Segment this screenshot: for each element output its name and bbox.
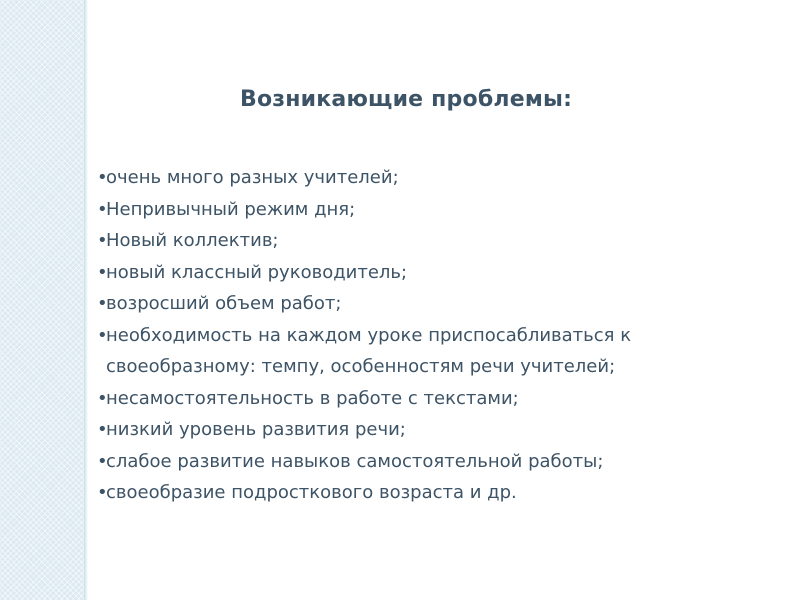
list-item bbox=[97, 257, 631, 289]
bullet-icon: • bbox=[97, 450, 108, 472]
list-item bbox=[97, 477, 631, 509]
list-item bbox=[97, 162, 631, 194]
list-item-text bbox=[106, 477, 517, 509]
list-item-line: возросший объем работ; bbox=[106, 293, 342, 314]
bullet-icon: • bbox=[97, 324, 108, 346]
list-item-line: несамостоятельность в работе с текстами; bbox=[106, 387, 519, 409]
bullet-icon: • bbox=[97, 293, 108, 314]
list-item bbox=[97, 446, 631, 478]
list-item-line: очень много разных учителей; bbox=[106, 167, 399, 188]
list-item bbox=[97, 288, 631, 320]
list-item-text bbox=[106, 225, 279, 257]
list-item-text bbox=[106, 320, 631, 383]
problem-list bbox=[97, 162, 631, 509]
list-item bbox=[97, 225, 631, 257]
bullet-icon: • bbox=[97, 261, 108, 283]
list-item-line: новый классный руководитель; bbox=[106, 261, 408, 283]
slide-title: Возникающие проблемы: bbox=[240, 87, 573, 112]
bullet-icon: • bbox=[97, 419, 108, 440]
list-item bbox=[97, 383, 631, 415]
bullet-icon: • bbox=[97, 482, 108, 503]
list-item bbox=[97, 194, 631, 226]
side-strip-edge bbox=[84, 0, 88, 600]
list-item-text bbox=[106, 446, 603, 478]
bullet-icon: • bbox=[97, 198, 108, 220]
list-item-line: слабое развитие навыков самостоятельной работы; bbox=[106, 450, 604, 472]
list-item-line: своеобразному: темпу, особенностям речи учителей; bbox=[106, 356, 616, 377]
list-item-text bbox=[106, 162, 399, 194]
decorative-side-strip bbox=[0, 0, 84, 600]
list-item-line: низкий уровень развития речи; bbox=[106, 419, 406, 440]
list-item-text bbox=[106, 257, 407, 289]
list-item-text bbox=[106, 414, 406, 446]
list-item-line: Новый коллектив; bbox=[106, 230, 279, 251]
bullet-icon: • bbox=[97, 387, 108, 409]
list-item bbox=[97, 320, 631, 383]
list-item-line: Непривычный режим дня; bbox=[106, 198, 356, 220]
list-item-text bbox=[106, 288, 341, 320]
list-item-text bbox=[106, 383, 519, 415]
list-item-line: своеобразие подросткового возраста и др. bbox=[106, 482, 517, 503]
list-item-text bbox=[106, 194, 355, 226]
bullet-icon: • bbox=[97, 230, 108, 251]
bullet-icon: • bbox=[97, 167, 108, 188]
list-item bbox=[97, 414, 631, 446]
list-item-line: необходимость на каждом уроке приспосабливаться к bbox=[106, 324, 632, 346]
